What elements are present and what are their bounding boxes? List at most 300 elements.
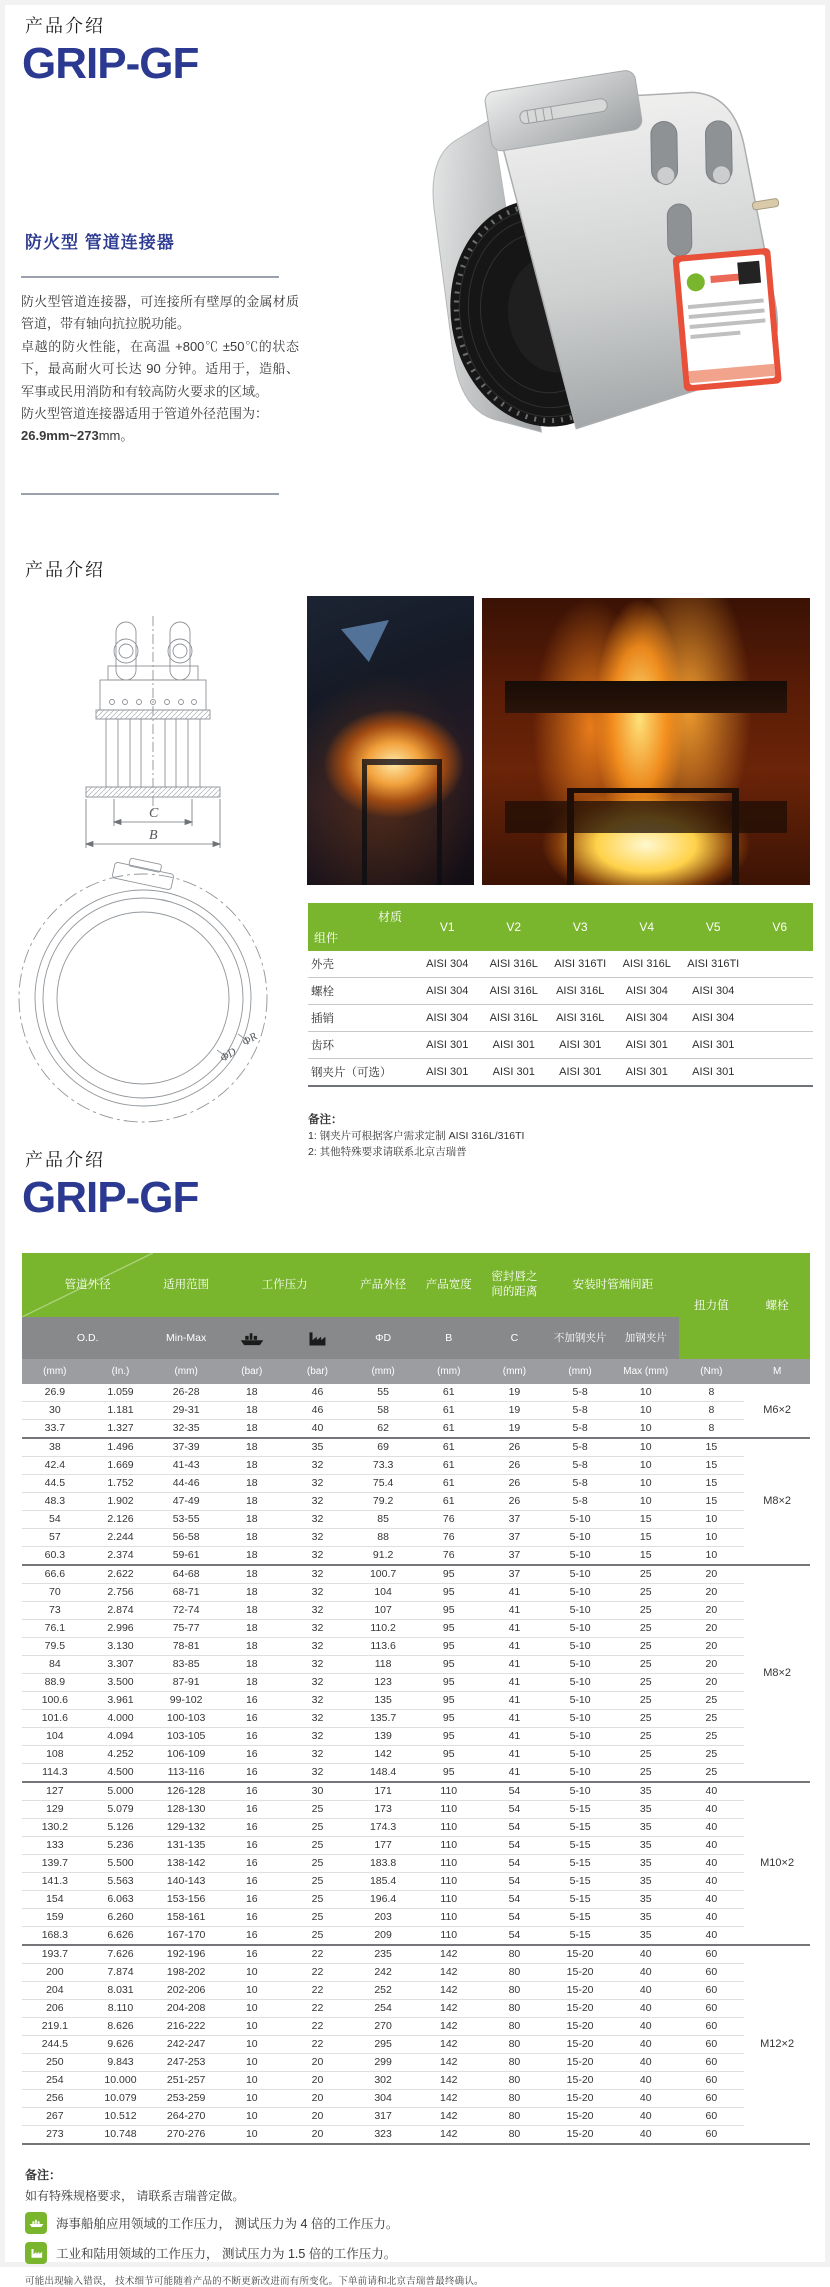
spec-unit: (bar) bbox=[219, 1359, 285, 1384]
spec-cell: 40 bbox=[679, 1801, 745, 1819]
material-cell: AISI 316L bbox=[547, 978, 614, 1005]
spec-cell: 72-74 bbox=[153, 1602, 219, 1620]
dimension-label-b: B bbox=[149, 828, 158, 843]
spec-cell: 35 bbox=[613, 1855, 679, 1873]
spec-cell: 80 bbox=[482, 2108, 548, 2126]
spec-cell: 22 bbox=[285, 1945, 351, 1964]
spec-cell: 264-270 bbox=[153, 2108, 219, 2126]
spec-cell: 18 bbox=[219, 1656, 285, 1674]
spec-cell: 183.8 bbox=[350, 1855, 416, 1873]
spec-cell: 171 bbox=[350, 1782, 416, 1801]
bottom-notes bbox=[25, 2166, 805, 2287]
spec-cell: 25 bbox=[285, 1801, 351, 1819]
spec-row bbox=[22, 1493, 810, 1511]
spec-cell: 88 bbox=[350, 1529, 416, 1547]
component-label: 钢夹片（可选） bbox=[308, 1059, 414, 1087]
spec-cell: 10 bbox=[219, 2072, 285, 2090]
spec-cell: 95 bbox=[416, 1674, 482, 1692]
spec-cell: 242 bbox=[350, 1964, 416, 1982]
spec-cell: 5-8 bbox=[547, 1475, 613, 1493]
spec-cell: 206 bbox=[22, 2000, 88, 2018]
spec-cell: 62 bbox=[350, 1420, 416, 1439]
spec-cell: 10.000 bbox=[88, 2072, 154, 2090]
fire-test-photo-1 bbox=[307, 596, 474, 885]
material-cell: AISI 301 bbox=[614, 1059, 681, 1087]
spec-cell: 219.1 bbox=[22, 2018, 88, 2036]
spec-cell: 40 bbox=[679, 1873, 745, 1891]
spec-cell: 16 bbox=[219, 1909, 285, 1927]
spec-cell: 42.4 bbox=[22, 1457, 88, 1475]
spec-cell: 10 bbox=[613, 1438, 679, 1457]
material-cell: AISI 316L bbox=[614, 951, 681, 978]
material-cell: AISI 316L bbox=[547, 1005, 614, 1032]
spec-cell: 20 bbox=[285, 2090, 351, 2108]
spec-cell: 270-276 bbox=[153, 2126, 219, 2145]
spec-cell: 18 bbox=[219, 1674, 285, 1692]
spec-cell: 110.2 bbox=[350, 1620, 416, 1638]
spec-row bbox=[22, 1746, 810, 1764]
spec-unit: (mm) bbox=[22, 1359, 88, 1384]
spec-cell: 5-8 bbox=[547, 1420, 613, 1439]
spec-cell: 16 bbox=[219, 1746, 285, 1764]
spec-cell: 32 bbox=[285, 1584, 351, 1602]
material-cell: AISI 316L bbox=[481, 951, 548, 978]
spec-cell: 80 bbox=[482, 2126, 548, 2145]
factory-pressure-note bbox=[25, 2242, 805, 2264]
spec-cell: 55 bbox=[350, 1384, 416, 1402]
spec-cell: 16 bbox=[219, 1764, 285, 1783]
spec-cell: 19 bbox=[482, 1420, 548, 1439]
spec-group-header: 产品宽度 bbox=[416, 1253, 482, 1317]
diameter-range-bold: 26.9mm~273 bbox=[21, 428, 99, 444]
spec-cell: 20 bbox=[679, 1674, 745, 1692]
spec-cell: 41 bbox=[482, 1656, 548, 1674]
spec-cell: 254 bbox=[22, 2072, 88, 2090]
spec-cell: 10 bbox=[219, 2126, 285, 2145]
materials-header-row bbox=[308, 903, 813, 951]
spec-row bbox=[22, 1674, 810, 1692]
spec-cell: 79.5 bbox=[22, 1638, 88, 1656]
spec-cell: 267 bbox=[22, 2108, 88, 2126]
spec-cell: 25 bbox=[285, 1873, 351, 1891]
spec-cell: 60 bbox=[679, 2072, 745, 2090]
spec-cell: 35 bbox=[613, 1801, 679, 1819]
spec-cell: 20 bbox=[285, 2072, 351, 2090]
spec-cell: 140-143 bbox=[153, 1873, 219, 1891]
spec-cell: 3.130 bbox=[88, 1638, 154, 1656]
spec-cell: 35 bbox=[613, 1837, 679, 1855]
spec-cell: 20 bbox=[679, 1584, 745, 1602]
spec-cell: 1.669 bbox=[88, 1457, 154, 1475]
spec-cell: 60 bbox=[679, 2036, 745, 2054]
spec-cell: 131-135 bbox=[153, 1837, 219, 1855]
spec-cell: 5-10 bbox=[547, 1656, 613, 1674]
spec-cell: 10 bbox=[219, 2000, 285, 2018]
spec-cell: 38 bbox=[22, 1438, 88, 1457]
factory-icon-header bbox=[285, 1317, 351, 1359]
spec-cell: 142 bbox=[350, 1746, 416, 1764]
spec-cell: 87-91 bbox=[153, 1674, 219, 1692]
materials-col-header: V3 bbox=[547, 903, 614, 951]
materials-row bbox=[308, 978, 813, 1005]
spec-cell: 10 bbox=[219, 2036, 285, 2054]
materials-corner-cell bbox=[308, 903, 414, 951]
spec-cell: 5.126 bbox=[88, 1819, 154, 1837]
spec-cell: 30 bbox=[22, 1402, 88, 1420]
spec-cell: 16 bbox=[219, 1801, 285, 1819]
intro-para-2: 卓越的防火性能，在高温 +800℃ ±50℃的状态下，最高耐火可长达 90 分钟。适用于，造船、军事或民用消防和有较高防火要求的区域。 bbox=[21, 338, 299, 399]
material-cell: AISI 304 bbox=[614, 1005, 681, 1032]
spec-cell: 5-10 bbox=[547, 1584, 613, 1602]
spec-cell: 114.3 bbox=[22, 1764, 88, 1783]
material-cell: AISI 304 bbox=[680, 978, 747, 1005]
spec-cell: 256 bbox=[22, 2090, 88, 2108]
spec-row bbox=[22, 1782, 810, 1801]
spec-cell: 40 bbox=[679, 1837, 745, 1855]
spec-cell: 61 bbox=[416, 1493, 482, 1511]
spec-cell: 25 bbox=[613, 1692, 679, 1710]
spec-cell: 18 bbox=[219, 1529, 285, 1547]
spec-cell: 37 bbox=[482, 1565, 548, 1584]
spec-unit: (Nm) bbox=[679, 1359, 745, 1384]
spec-cell: 75.4 bbox=[350, 1475, 416, 1493]
spec-cell: 5-10 bbox=[547, 1782, 613, 1801]
spec-cell: 153-156 bbox=[153, 1891, 219, 1909]
spec-cell: 85 bbox=[350, 1511, 416, 1529]
spec-cell: 40 bbox=[613, 2036, 679, 2054]
spec-cell: 103-105 bbox=[153, 1728, 219, 1746]
spec-cell: 20 bbox=[285, 2108, 351, 2126]
spec-cell: 60 bbox=[679, 2108, 745, 2126]
spec-cell: 15 bbox=[679, 1475, 745, 1493]
spec-cell: 177 bbox=[350, 1837, 416, 1855]
material-cell bbox=[747, 1005, 814, 1032]
spec-cell: 32 bbox=[285, 1511, 351, 1529]
bottom-note-custom: 如有特殊规格要求， 请联系吉瑞普定做。 bbox=[25, 2189, 245, 2203]
spec-cell: 15-20 bbox=[547, 2036, 613, 2054]
spec-cell: 18 bbox=[219, 1511, 285, 1529]
material-cell: AISI 301 bbox=[614, 1032, 681, 1059]
spec-cell: 44.5 bbox=[22, 1475, 88, 1493]
spec-cell: 10 bbox=[613, 1457, 679, 1475]
material-cell: AISI 301 bbox=[680, 1032, 747, 1059]
spec-cell: 40 bbox=[613, 1964, 679, 1982]
spec-cell: 5-10 bbox=[547, 1620, 613, 1638]
spec-cell: 158-161 bbox=[153, 1909, 219, 1927]
spec-cell: 46 bbox=[285, 1402, 351, 1420]
spec-cell: 19 bbox=[482, 1384, 548, 1402]
spec-cell: 32 bbox=[285, 1457, 351, 1475]
spec-row bbox=[22, 1891, 810, 1909]
spec-cell: 216-222 bbox=[153, 2018, 219, 2036]
spec-row bbox=[22, 1819, 810, 1837]
spec-cell: 32 bbox=[285, 1674, 351, 1692]
material-cell: AISI 304 bbox=[414, 1005, 481, 1032]
materials-row bbox=[308, 951, 813, 978]
spec-cell: 25 bbox=[285, 1819, 351, 1837]
factory-icon bbox=[304, 1332, 330, 1344]
spec-cell: 25 bbox=[613, 1728, 679, 1746]
spec-cell: 118 bbox=[350, 1656, 416, 1674]
spec-cell: 20 bbox=[679, 1656, 745, 1674]
spec-cell: 26 bbox=[482, 1475, 548, 1493]
spec-cell: 18 bbox=[219, 1547, 285, 1566]
spec-cell: 15-20 bbox=[547, 1964, 613, 1982]
spec-cell: 5-15 bbox=[547, 1873, 613, 1891]
spec-cell: 54 bbox=[482, 1801, 548, 1819]
spec-unit: (mm) bbox=[416, 1359, 482, 1384]
spec-cell: 16 bbox=[219, 1855, 285, 1873]
spec-cell: 142 bbox=[416, 1964, 482, 1982]
spec-cell: 37 bbox=[482, 1547, 548, 1566]
spec-cell: 95 bbox=[416, 1710, 482, 1728]
spec-group-header: 螺栓 bbox=[744, 1253, 810, 1359]
spec-cell: 250 bbox=[22, 2054, 88, 2072]
spec-cell: 110 bbox=[416, 1801, 482, 1819]
spec-cell: 95 bbox=[416, 1584, 482, 1602]
spec-cell: 104 bbox=[350, 1584, 416, 1602]
spec-cell: 78-81 bbox=[153, 1638, 219, 1656]
spec-cell: 100-103 bbox=[153, 1710, 219, 1728]
ship-icon-header bbox=[219, 1317, 285, 1359]
spec-row bbox=[22, 1547, 810, 1566]
spec-cell: 8 bbox=[679, 1420, 745, 1439]
spec-cell: 29-31 bbox=[153, 1402, 219, 1420]
spec-cell: 58 bbox=[350, 1402, 416, 1420]
spec-cell: 209 bbox=[350, 1927, 416, 1946]
spec-cell: 5-8 bbox=[547, 1402, 613, 1420]
spec-cell: 32 bbox=[285, 1529, 351, 1547]
spec-cell: 40 bbox=[613, 2054, 679, 2072]
spec-cell: 15-20 bbox=[547, 2000, 613, 2018]
spec-cell: 123 bbox=[350, 1674, 416, 1692]
spec-cell: 32 bbox=[285, 1656, 351, 1674]
spec-unit: Max (mm) bbox=[613, 1359, 679, 1384]
spec-cell: 10 bbox=[219, 2090, 285, 2108]
spec-cell: 41 bbox=[482, 1674, 548, 1692]
material-cell: AISI 304 bbox=[614, 978, 681, 1005]
materials-notes-title: 备注： bbox=[308, 1114, 343, 1126]
spec-cell: 104 bbox=[22, 1728, 88, 1746]
spec-cell: 168.3 bbox=[22, 1927, 88, 1946]
spec-cell: 3.500 bbox=[88, 1674, 154, 1692]
spec-cell: 16 bbox=[219, 1945, 285, 1964]
spec-row bbox=[22, 1909, 810, 1927]
spec-cell: 270 bbox=[350, 2018, 416, 2036]
spec-cell: 56-58 bbox=[153, 1529, 219, 1547]
ship-icon bbox=[25, 2212, 47, 2234]
spec-cell: 142 bbox=[416, 2108, 482, 2126]
spec-cell: 37 bbox=[482, 1511, 548, 1529]
material-cell: AISI 301 bbox=[414, 1032, 481, 1059]
spec-cell: 41 bbox=[482, 1638, 548, 1656]
spec-cell: 8 bbox=[679, 1384, 745, 1402]
spec-cell: 139.7 bbox=[22, 1855, 88, 1873]
spec-cell: 73 bbox=[22, 1602, 88, 1620]
spec-cell: 3.961 bbox=[88, 1692, 154, 1710]
spec-row bbox=[22, 1584, 810, 1602]
fire-test-photo-2 bbox=[482, 598, 810, 885]
spec-cell: 95 bbox=[416, 1728, 482, 1746]
spec-cell: 101.6 bbox=[22, 1710, 88, 1728]
spec-cell: 76.1 bbox=[22, 1620, 88, 1638]
spec-cell: 40 bbox=[613, 2072, 679, 2090]
spec-cell: 20 bbox=[679, 1620, 745, 1638]
spec-cell: 25 bbox=[679, 1728, 745, 1746]
spec-cell: 142 bbox=[416, 2054, 482, 2072]
spec-cell: 130.2 bbox=[22, 1819, 88, 1837]
spec-cell: 95 bbox=[416, 1620, 482, 1638]
spec-cell: 135.7 bbox=[350, 1710, 416, 1728]
spec-cell: 37 bbox=[482, 1529, 548, 1547]
spec-row bbox=[22, 1475, 810, 1493]
spec-cell: 32 bbox=[285, 1710, 351, 1728]
spec-cell: 18 bbox=[219, 1565, 285, 1584]
spec-cell: 69 bbox=[350, 1438, 416, 1457]
spec-cell: 5-15 bbox=[547, 1927, 613, 1946]
spec-cell: 18 bbox=[219, 1420, 285, 1439]
spec-cell: 5-10 bbox=[547, 1511, 613, 1529]
spec-cell: 26.9 bbox=[22, 1384, 88, 1402]
spec-cell: 5.079 bbox=[88, 1801, 154, 1819]
spec-cell: 25 bbox=[679, 1764, 745, 1783]
spec-cell: 133 bbox=[22, 1837, 88, 1855]
spec-cell: 4.000 bbox=[88, 1710, 154, 1728]
material-cell bbox=[747, 951, 814, 978]
spec-cell: 10 bbox=[219, 1982, 285, 2000]
spec-cell: 142 bbox=[416, 1982, 482, 2000]
spec-cell: 142 bbox=[416, 2072, 482, 2090]
spec-cell: 35 bbox=[613, 1891, 679, 1909]
spec-cell: 5-8 bbox=[547, 1457, 613, 1475]
spec-row bbox=[22, 1565, 810, 1584]
spec-cell: 95 bbox=[416, 1692, 482, 1710]
spec-cell: 19 bbox=[482, 1402, 548, 1420]
spec-cell: 32 bbox=[285, 1475, 351, 1493]
spec-cell: 60 bbox=[679, 2018, 745, 2036]
bolt-size-cell: M6×2 bbox=[744, 1384, 810, 1438]
spec-cell: 6.260 bbox=[88, 1909, 154, 1927]
spec-cell: 204-208 bbox=[153, 2000, 219, 2018]
spec-cell: 54 bbox=[482, 1873, 548, 1891]
spec-cell: 20 bbox=[285, 2126, 351, 2145]
spec-cell: 15 bbox=[679, 1438, 745, 1457]
spec-cell: 110 bbox=[416, 1819, 482, 1837]
spec-cell: 32 bbox=[285, 1764, 351, 1783]
spec-cell: 37-39 bbox=[153, 1438, 219, 1457]
spec-cell: 16 bbox=[219, 1891, 285, 1909]
dimension-label-phir: ΦR bbox=[240, 1030, 260, 1049]
spec-cell: 54 bbox=[482, 1855, 548, 1873]
spec-cell: 5.236 bbox=[88, 1837, 154, 1855]
materials-row bbox=[308, 1059, 813, 1087]
spec-cell: 273 bbox=[22, 2126, 88, 2145]
spec-cell: 40 bbox=[613, 1945, 679, 1964]
product-title: GRIP-GF bbox=[22, 39, 199, 88]
spec-cell: 10 bbox=[613, 1384, 679, 1402]
spec-cell: 15-20 bbox=[547, 2054, 613, 2072]
spec-cell: 79.2 bbox=[350, 1493, 416, 1511]
spec-cell: 25 bbox=[613, 1674, 679, 1692]
material-cell: AISI 301 bbox=[547, 1059, 614, 1087]
spec-row bbox=[22, 1529, 810, 1547]
spec-row bbox=[22, 1602, 810, 1620]
factory-icon bbox=[25, 2242, 47, 2264]
spec-cell: 139 bbox=[350, 1728, 416, 1746]
spec-cell: 41 bbox=[482, 1764, 548, 1783]
spec-cell: 32-35 bbox=[153, 1420, 219, 1439]
spec-cell: 192-196 bbox=[153, 1945, 219, 1964]
spec-row bbox=[22, 1855, 810, 1873]
spec-cell: 254 bbox=[350, 2000, 416, 2018]
spec-cell: 1.059 bbox=[88, 1384, 154, 1402]
spec-sub-header: 不加钢夹片 bbox=[547, 1317, 613, 1359]
spec-cell: 40 bbox=[679, 1909, 745, 1927]
spec-cell: 15 bbox=[613, 1547, 679, 1566]
spec-unit: (mm) bbox=[153, 1359, 219, 1384]
spec-row bbox=[22, 1982, 810, 2000]
spec-cell: 142 bbox=[416, 2036, 482, 2054]
spec-cell: 5-15 bbox=[547, 1837, 613, 1855]
spec-cell: 2.622 bbox=[88, 1565, 154, 1584]
spec-cell: 2.374 bbox=[88, 1547, 154, 1566]
spec-cell: 25 bbox=[613, 1565, 679, 1584]
spec-cell: 54 bbox=[482, 1891, 548, 1909]
spec-cell: 128-130 bbox=[153, 1801, 219, 1819]
spec-cell: 2.874 bbox=[88, 1602, 154, 1620]
spec-cell: 110 bbox=[416, 1909, 482, 1927]
spec-cell: 16 bbox=[219, 1873, 285, 1891]
spec-cell: 95 bbox=[416, 1565, 482, 1584]
spec-row bbox=[22, 1710, 810, 1728]
material-cell: AISI 301 bbox=[481, 1032, 548, 1059]
spec-cell: 5-10 bbox=[547, 1547, 613, 1566]
spec-cell: 73.3 bbox=[350, 1457, 416, 1475]
spec-row bbox=[22, 1656, 810, 1674]
spec-cell: 126-128 bbox=[153, 1782, 219, 1801]
spec-cell: 10.079 bbox=[88, 2090, 154, 2108]
spec-cell: 18 bbox=[219, 1402, 285, 1420]
spec-cell: 20 bbox=[679, 1602, 745, 1620]
spec-cell: 33.7 bbox=[22, 1420, 88, 1439]
spec-cell: 95 bbox=[416, 1638, 482, 1656]
spec-cell: 5.563 bbox=[88, 1873, 154, 1891]
materials-notes bbox=[308, 1112, 524, 1160]
spec-group-header: 适用范围 bbox=[153, 1253, 219, 1317]
spec-cell: 10.748 bbox=[88, 2126, 154, 2145]
spec-row bbox=[22, 1728, 810, 1746]
materials-col-header: V5 bbox=[680, 903, 747, 951]
spec-cell: 5-15 bbox=[547, 1909, 613, 1927]
spec-cell: 54 bbox=[482, 1819, 548, 1837]
spec-cell: 148.4 bbox=[350, 1764, 416, 1783]
spec-cell: 202-206 bbox=[153, 1982, 219, 2000]
spec-cell: 88.9 bbox=[22, 1674, 88, 1692]
spec-cell: 40 bbox=[679, 1855, 745, 1873]
spec-cell: 304 bbox=[350, 2090, 416, 2108]
spec-cell: 2.996 bbox=[88, 1620, 154, 1638]
spec-cell: 323 bbox=[350, 2126, 416, 2145]
bolt-size-cell: M12×2 bbox=[744, 1945, 810, 2144]
materials-row bbox=[308, 1005, 813, 1032]
spec-cell: 32 bbox=[285, 1620, 351, 1638]
spec-cell: 110 bbox=[416, 1927, 482, 1946]
spec-cell: 54 bbox=[22, 1511, 88, 1529]
spec-cell: 1.496 bbox=[88, 1438, 154, 1457]
spec-unit: (In.) bbox=[88, 1359, 154, 1384]
spec-cell: 80 bbox=[482, 2090, 548, 2108]
spec-cell: 10 bbox=[613, 1402, 679, 1420]
